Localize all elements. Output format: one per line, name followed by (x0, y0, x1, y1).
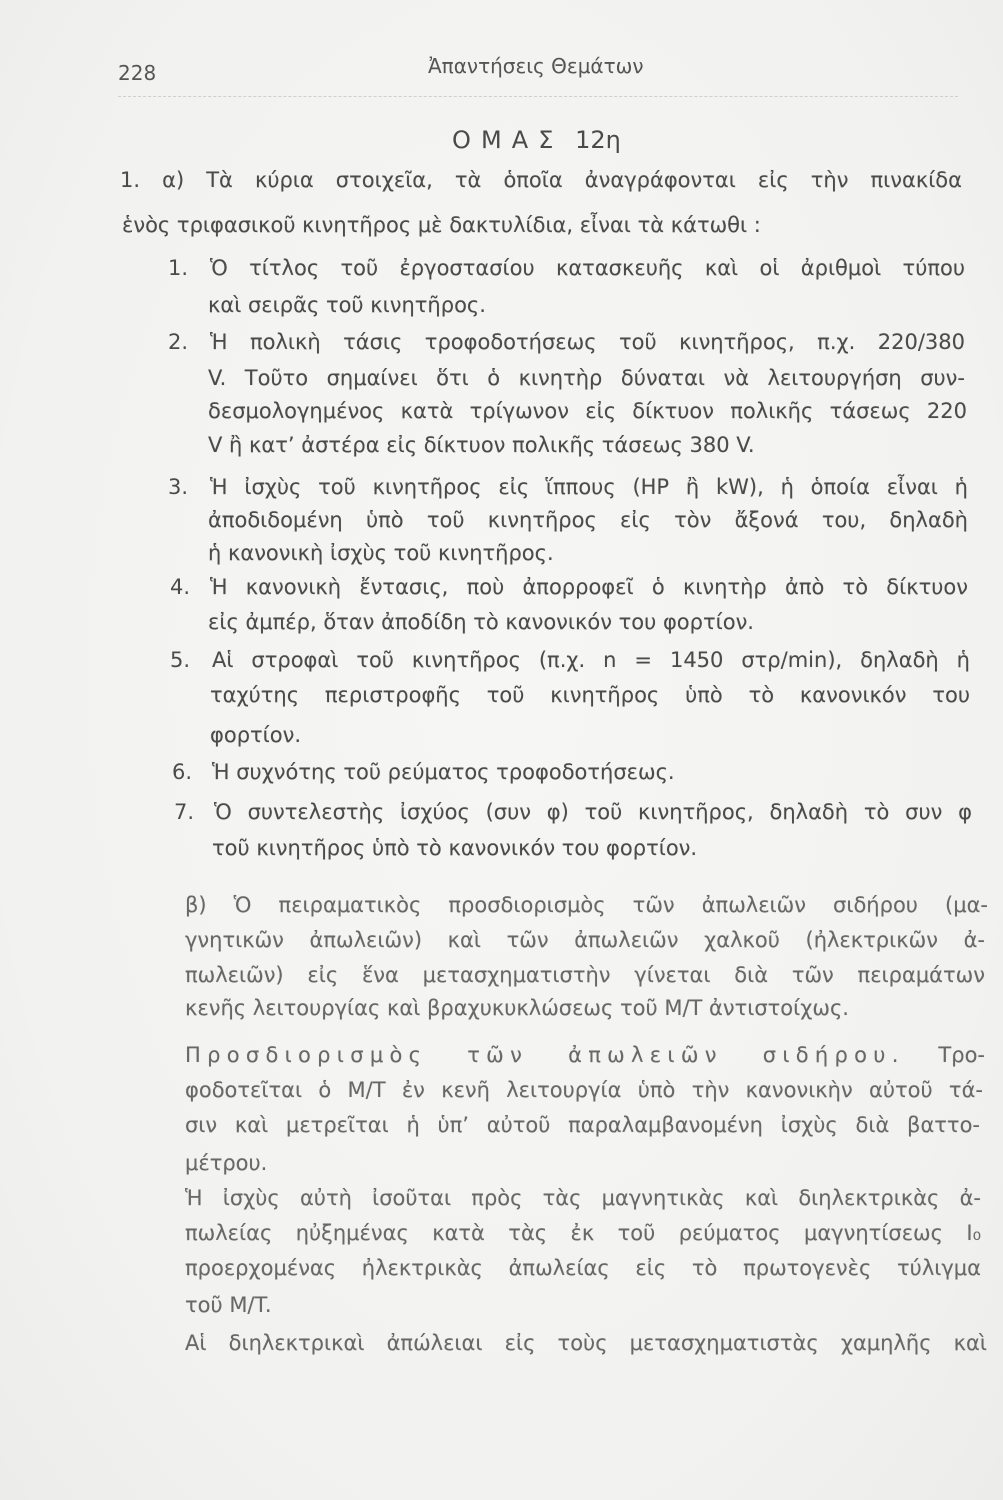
text-line: ἑνὸς τριφασικοῦ κινητῆρος μὲ δακτυλίδια, εἶναι τὰ κάτωθι : (122, 213, 761, 237)
text-line: β) Ὁ πειραματικὸς προσδιορισμὸς τῶν ἀπωλειῶν σιδήρου (μα- (185, 893, 988, 917)
list-number: 6. (172, 760, 193, 784)
text-line: σιν καὶ μετρεῖται ἡ ὑπ’ αὐτοῦ παραλαμβανομένη ἰσχὺς διὰ βαττο- (185, 1113, 980, 1137)
text-line: εἰς ἀμπέρ, ὅταν ἀποδίδη τὸ κανονικόν του φορτίον. (208, 610, 754, 634)
text-line: τοῦ M/T. (185, 1293, 272, 1317)
text-fragment: Τρο- (938, 1043, 985, 1067)
text-line: Αἱ στροφαὶ τοῦ κινητῆρος (π.χ. n = 1450 στρ/min), δηλαδὴ ἡ (212, 648, 970, 672)
text-line: 1. α) Τὰ κύρια στοιχεῖα, τὰ ὁποῖα ἀναγράφονται εἰς τὴν πινακίδα (120, 168, 962, 192)
header-rule (118, 96, 958, 97)
text-line: φορτίον. (210, 723, 302, 747)
text-line: Ἡ ἰσχὺς τοῦ κινητῆρος εἰς ἵππους (HP ἢ kW), ἡ ὁποία εἶναι ἡ (210, 475, 968, 499)
text-line: V ἢ κατ’ ἀστέρα εἰς δίκτυον πολικῆς τάσεως 380 V. (208, 433, 755, 457)
list-number: 7. (174, 800, 195, 824)
text-line: δεσμολογημένος κατὰ τρίγωνον εἰς δίκτυον πολικῆς τάσεως 220 (208, 399, 967, 423)
text-line: πωλείας ηὐξημένας κατὰ τὰς ἐκ τοῦ ρεύματος μαγνητίσεως I₀ (185, 1221, 981, 1245)
page-number: 228 (118, 61, 157, 85)
text-line: Αἱ διηλεκτρικαὶ ἀπώλειαι εἰς τοὺς μετασχηματιστὰς χαμηλῆς καὶ (185, 1331, 987, 1355)
text-line: Ἡ συχνότης τοῦ ρεύματος τροφοδοτήσεως. (212, 760, 675, 784)
text-line: κενῆς λειτουργίας καὶ βραχυκυκλώσεως τοῦ M/T ἀντιστοίχως. (185, 996, 849, 1020)
text-line: Ὁ συντελεστὴς ἰσχύος (συν φ) τοῦ κινητῆρος, δηλαδὴ τὸ συν φ (214, 800, 972, 824)
text-line: γνητικῶν ἀπωλειῶν) καὶ τῶν ἀπωλειῶν χαλκοῦ (ἠλεκτρικῶν ἀ- (185, 928, 985, 952)
text-line: μέτρου. (185, 1151, 268, 1175)
list-number: 5. (170, 648, 191, 672)
text-line: V. Τοῦτο σημαίνει ὅτι ὁ κινητὴρ δύναται νὰ λειτουργήση συν- (208, 366, 965, 390)
spaced-heading: Προσδιορισμὸς τῶν ἀπωλειῶν σιδήρου. (185, 1043, 905, 1067)
section-label: ΟΜΑΣ (452, 126, 564, 154)
text-line: Ἡ κανονικὴ ἔντασις, ποὺ ἀπορροφεῖ ὁ κινητὴρ ἀπὸ τὸ δίκτυον (210, 575, 968, 599)
list-number: 3. (168, 475, 189, 499)
text-line: Ἡ πολικὴ τάσις τροφοδοτήσεως τοῦ κινητῆρος, π.χ. 220/380 (210, 330, 965, 354)
list-number: 1. (168, 256, 189, 280)
list-number: 2. (168, 330, 189, 354)
text-line: ἡ κανονικὴ ἰσχὺς τοῦ κινητῆρος. (208, 541, 554, 565)
text-line: Ἡ ἰσχὺς αὐτὴ ἰσοῦται πρὸς τὰς μαγνητικὰς καὶ διηλεκτρικὰς ἀ- (185, 1186, 981, 1210)
section-title (452, 123, 621, 157)
text-line: ἀποδιδομένη ὑπὸ τοῦ κινητῆρος εἰς τὸν ἄξονά του, δηλαδὴ (208, 508, 968, 532)
text-line: φοδοτεῖται ὁ M/T ἐν κενῆ λειτουργία ὑπὸ τὴν κανονικὴν αὐτοῦ τά- (185, 1078, 983, 1102)
text-line: καὶ σειρᾶς τοῦ κινητῆρος. (208, 293, 486, 317)
running-title: Ἀπαντήσεις Θεμάτων (428, 54, 644, 78)
text-line: Ὁ τίτλος τοῦ ἐργοστασίου κατασκευῆς καὶ οἱ ἀριθμοὶ τύπου (210, 256, 965, 280)
text-line: τοῦ κινητῆρος ὑπὸ τὸ κανονικόν του φορτίον. (212, 836, 698, 860)
text-line (185, 1039, 985, 1071)
text-line: πωλειῶν) εἰς ἕνα μετασχηματιστὴν γίνεται διὰ τῶν πειραμάτων (185, 963, 985, 987)
list-number: 4. (170, 575, 191, 599)
section-number: 12η (575, 126, 621, 154)
text-line: ταχύτης περιστροφῆς τοῦ κινητῆρος ὑπὸ τὸ κανονικόν του (210, 683, 970, 707)
text-line: προερχομένας ἠλεκτρικὰς ἀπωλείας εἰς τὸ πρωτογενὲς τύλιγμα (185, 1256, 981, 1280)
